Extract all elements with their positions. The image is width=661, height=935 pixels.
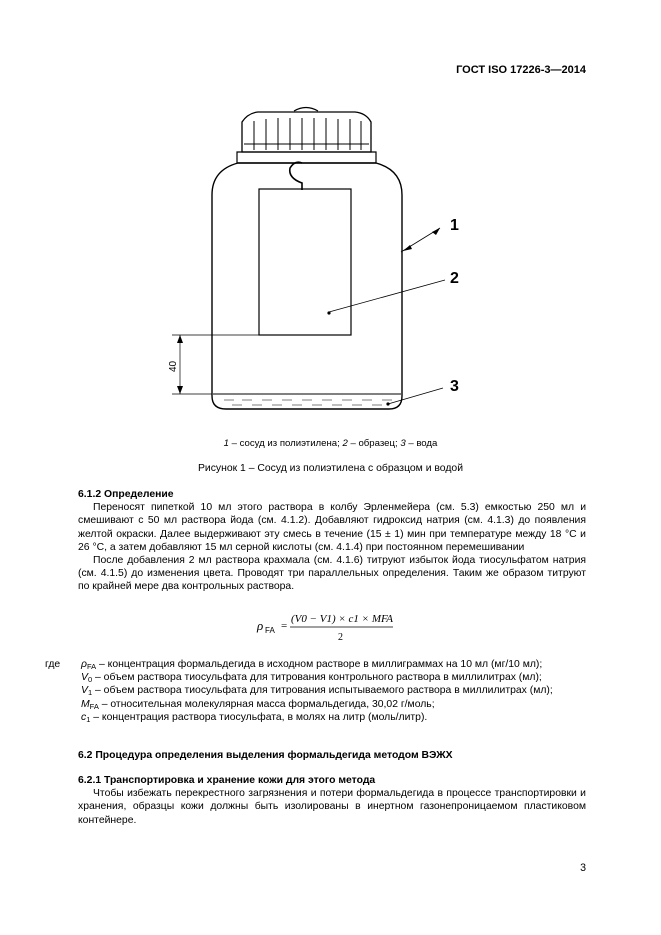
where-item: – объем раствора тиосульфата для титрования контрольного раствора в миллилитрах (мл); [92,672,542,684]
leader-3 [388,388,443,404]
where-block: где $\rho_{FA}$ – концентрация формальдегида в исходном растворе в миллиграммах на 10 мл (мг/10 мл); $V_0$ – объем раствора тиосульфата для титрования контрольного раствора в миллилитрах (мл); $V_1$ – объем раствора тиосульфата для титрования испытываемого раствора в миллилитрах (мл); $M_{FA}$ – относительная молекулярная масса формальдегида, 30,02 г/моль; $c_1$ – концентрация раствора тиосульфата, в молях на литр (моль/литр). [45,659,553,724]
formula-denominator: 2 [338,632,343,643]
paragraph: После добавления 2 мл раствора крахмала (см. 4.1.6) титруют избыток йода тиосульфатом натрия (см. 4.1.5) до изменения цвета. Проводят три параллельных определения. Таким же образом титруют по крайней мере два контрольных раствора. [78,555,586,593]
dimension-line [172,335,259,394]
sample-hook [290,162,302,190]
section-6-2-1 [78,774,586,827]
standard-number: ГОСТ ISO 17226-3—2014 [456,64,586,76]
figure-legend: 1 – сосуд из полиэтилена; 2 – образец; 3 – вода [223,438,438,449]
vessel-body [212,163,402,409]
section-heading: 6.2.1 Транспортировка и хранение кожи для этого метода [78,775,376,786]
figure-caption: Рисунок 1 – Сосуд из полиэтилена с образцом и водой [197,463,464,474]
dimension-label: 40 [168,360,179,372]
formula-rho: ρ [257,618,264,633]
vessel-neck [237,152,376,163]
section-6-1-2 [78,488,586,594]
where-item: – относительная молекулярная масса формальдегида, 30,02 г/моль; [98,698,435,710]
where-item: – концентрация формальдегида в исходном растворе в миллиграммах на 10 мл (мг/10 мл); [96,659,543,670]
formula-rho-sub: FA [265,626,275,635]
where-intro: где [45,659,61,670]
leader-2 [329,280,445,312]
formula-eq: = [281,620,288,632]
section-6-2-heading: 6.2 Процедура определения выделения формальдегида методом ВЭЖХ [78,750,453,761]
where-item: – объем раствора тиосульфата для титрования испытываемого раствора в миллилитрах (мл); [92,685,553,697]
formula-numerator: (V0 − V1) × c1 × MFA [291,614,394,625]
page-number: 3 [580,862,586,874]
sample [259,189,351,335]
vessel-cap [242,112,371,152]
figure-label-2: 2 [450,270,459,287]
section-heading: 6.1.2 Определение [78,489,174,500]
vessel-figure [150,95,490,425]
figure-label-3: 3 [450,378,459,395]
paragraph: Чтобы избежать перекрестного загрязнения и потери формальдегида в процессе транспортировки и хранения, образцы кожи должны быть изолированы в инертном газонепроницаемом пластиковом контейнере. [78,788,586,826]
figure-label-1: 1 [450,217,459,234]
formula [255,610,395,646]
paragraph: Переносят пипеткой 10 мл этого раствора в колбу Эрленмейера (см. 5.3) емкостью 250 мл и смешивают с 50 мл раствора йода (см. 4.1.2). Добавляют гидроксид натрия (см. 4.1.3) до появления желтой окраски. Далее выдерживают эту смесь в течение (15 ± 1) мин при температуре между 18 °С и 26 °С, а затем добавляют 15 мл серной кислоты (см. 4.1.4) при постоянном перемешивании [78,502,586,553]
where-item: – концентрация раствора тиосульфата, в молях на литр (моль/литр). [90,711,428,723]
